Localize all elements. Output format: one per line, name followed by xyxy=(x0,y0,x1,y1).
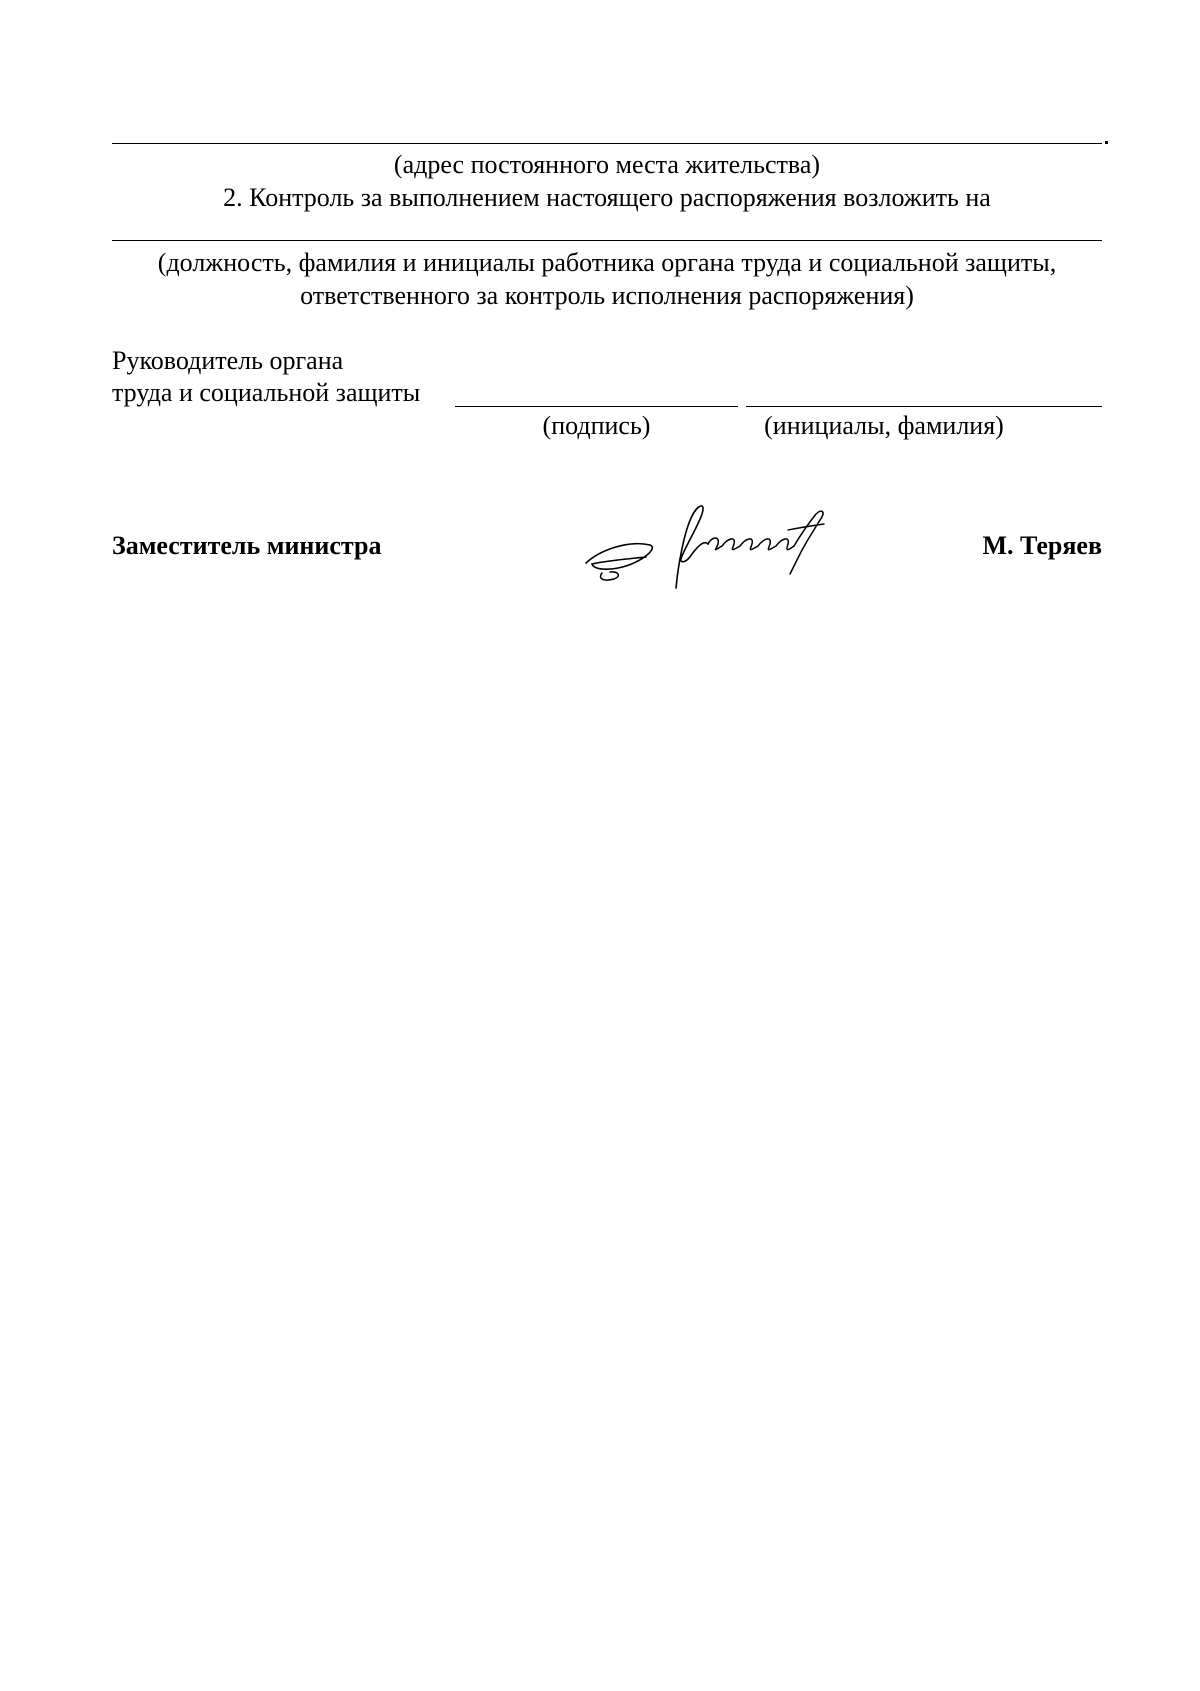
name-caption: (инициалы, фамилия) xyxy=(764,411,1004,440)
responsible-caption-line1: (должность, фамилия и инициалы работника органа труда и социальной защиты, xyxy=(157,248,1057,277)
head-signature-line xyxy=(455,406,738,407)
signer-position: Заместитель министра xyxy=(112,531,382,560)
line-end-dot xyxy=(1105,141,1108,144)
signer-name: М. Теряев xyxy=(982,531,1102,560)
responsible-fill-line xyxy=(112,240,1102,241)
handwritten-signature xyxy=(580,490,860,600)
head-label-line1: Руководитель органа xyxy=(112,346,344,375)
address-caption: (адрес постоянного места жительства) xyxy=(393,150,821,179)
responsible-caption-line2: ответственного за контроль исполнения распоряжения) xyxy=(300,281,914,310)
head-name-line xyxy=(746,406,1102,407)
signature-caption: (подпись) xyxy=(542,411,651,440)
address-fill-line xyxy=(112,143,1102,144)
head-label-line2: труда и социальной защиты xyxy=(112,378,421,407)
control-paragraph: 2. Контроль за выполнением настоящего распоряжения возложить на xyxy=(223,183,991,212)
